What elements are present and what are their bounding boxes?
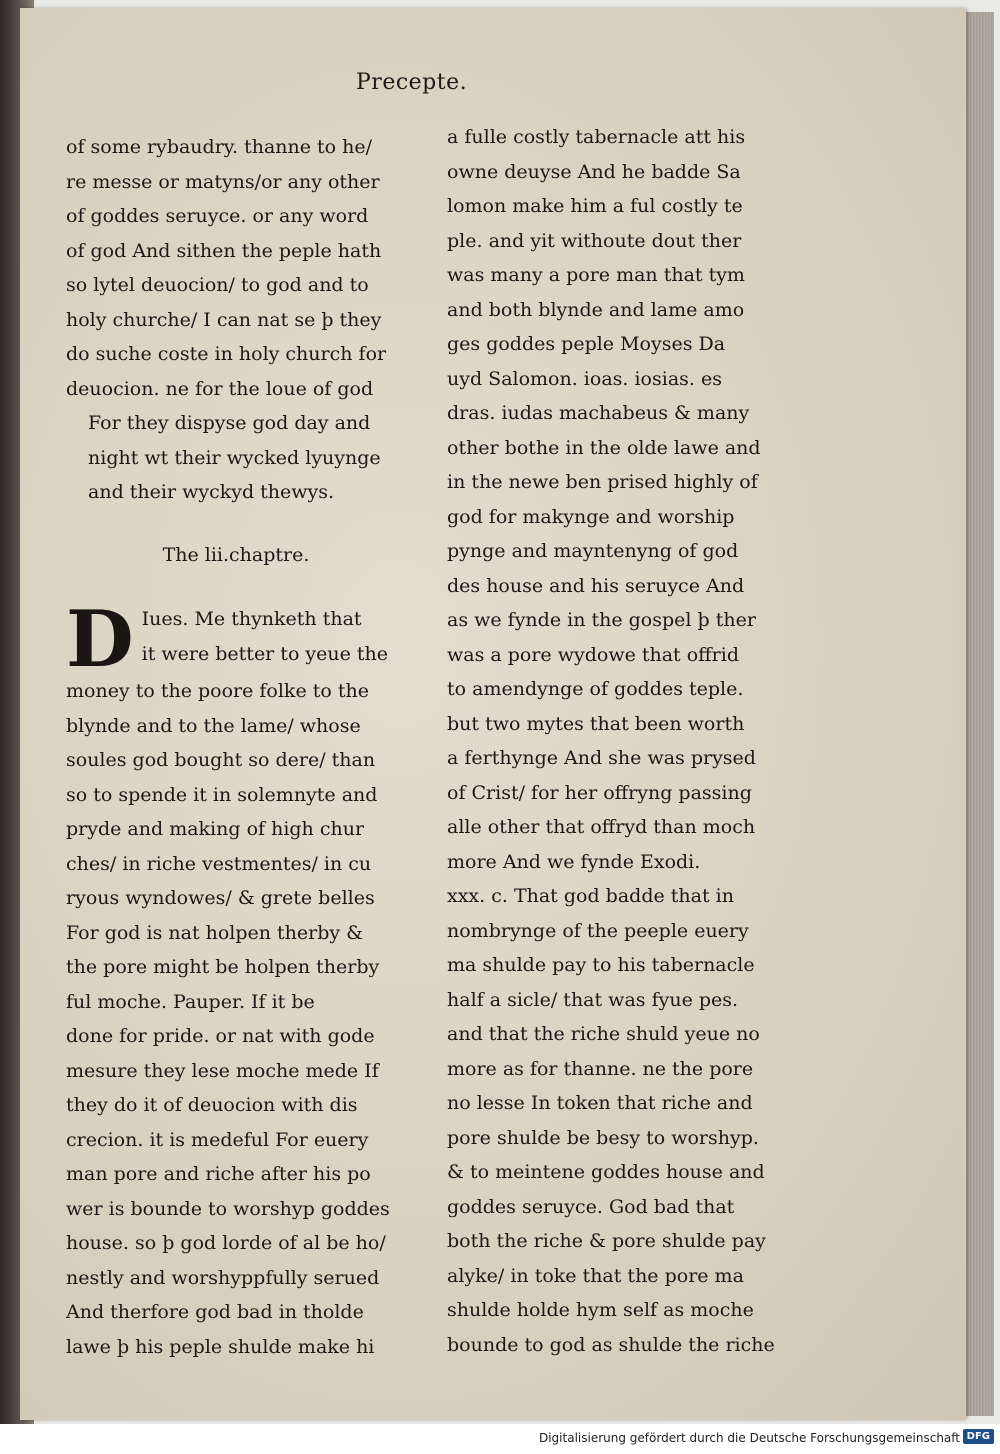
text-line: was many a pore man that tym: [447, 264, 745, 286]
text-line: to amendynge of goddes teple.: [447, 678, 744, 700]
text-line: more And we fynde Exodi.: [447, 850, 701, 873]
text-line: alle other that offryd than moch: [447, 816, 756, 838]
text-line: shulde holde hym self as moche: [447, 1299, 754, 1321]
text-line: of goddes seruyce. or any word: [66, 205, 369, 227]
text-line: of some rybaudry. thanne to he/: [66, 136, 373, 158]
text-line: xxx. c. That god badde that in: [447, 885, 734, 907]
text-line: ges goddes peple Moyses Da: [447, 333, 726, 355]
text-line: re messe or matyns/or any other: [66, 170, 380, 193]
text-line: pore shulde be besy to worshyp.: [447, 1126, 759, 1149]
text-line: both the riche & pore shulde pay: [447, 1230, 766, 1252]
text-line: other bothe in the olde lawe and: [447, 436, 761, 459]
text-line: For god is nat holpen therby &: [66, 921, 364, 944]
text-line: des house and his seruyce And: [447, 574, 745, 597]
text-line: as we fynde in the gospel þ ther: [447, 609, 756, 631]
running-header: Precepte.: [356, 70, 468, 95]
text-line: soules god bought so dere/ than: [66, 749, 376, 771]
drop-capital: D: [66, 594, 134, 685]
text-line: pynge and mayntenyng of god: [447, 540, 739, 562]
text-line: nestly and worshyppfully serued: [66, 1266, 380, 1289]
text-line: of Crist/ for her offryng passing: [447, 781, 752, 804]
text-line: deuocion. ne for the loue of god: [66, 377, 374, 400]
text-line: ple. and yit withoute dout ther: [447, 229, 742, 252]
text-line: uyd Salomon. ioas. iosias. es: [447, 367, 722, 390]
left-text-column: [66, 130, 406, 1364]
text-line: lomon make him a ful costly te: [447, 195, 743, 217]
text-line: night wt their wycked lyuynge: [88, 446, 381, 469]
text-line: so to spende it in solemnyte and: [66, 783, 378, 806]
right-body-lines: [447, 120, 797, 1362]
text-line: and their wyckyd thewys.: [88, 481, 335, 503]
text-line: wer is bounde to worshyp goddes: [66, 1197, 390, 1220]
chapter-heading: The lii.chaptre.: [162, 543, 310, 566]
text-line: & to meintene goddes house and: [447, 1161, 765, 1183]
text-line: and both blynde and lame amo: [447, 298, 745, 321]
text-line: And therfore god bad in tholde: [66, 1301, 364, 1323]
text-line: was a pore wydowe that offrid: [447, 643, 739, 666]
text-line: in the newe ben prised highly of: [447, 471, 758, 493]
dfg-logo: DFG: [963, 1429, 994, 1444]
text-line: pryde and making of high chur: [66, 818, 365, 840]
footer-credit: Digitalisierung gefördert durch die Deutsche Forschungsgemeinschaft: [538, 1431, 960, 1445]
text-line: man pore and riche after his po: [66, 1163, 371, 1185]
left-top-lines: [66, 130, 406, 406]
left-paragraph-lines: [66, 406, 406, 510]
text-line: do suche coste in holy church for: [66, 343, 387, 365]
text-line: nombrynge of the peeple euery: [447, 919, 749, 942]
text-line: house. so þ god lorde of al be ho/: [66, 1232, 386, 1254]
text-line: a ferthynge And she was prysed: [447, 747, 756, 769]
text-line: it were better to yeue the: [141, 642, 389, 665]
text-line: and that the riche shuld yeue no: [447, 1023, 760, 1045]
text-line: For they dispyse god day and: [88, 412, 371, 434]
text-line: blynde and to the lame/ whose: [66, 714, 361, 737]
text-line: goddes seruyce. God bad that: [447, 1195, 735, 1218]
text-line: Iues. Me thynketh that: [141, 608, 362, 630]
left-body-lines: [66, 674, 406, 1364]
text-line: alyke/ in toke that the pore ma: [447, 1264, 744, 1287]
text-line: no lesse In token that riche and: [447, 1092, 753, 1114]
digitization-footer: [0, 1424, 1000, 1454]
text-line: money to the poore folke to the: [66, 680, 369, 702]
text-line: owne deuyse And he badde Sa: [447, 160, 741, 183]
text-line: ful moche. Pauper. If it be: [66, 990, 315, 1013]
text-line: but two mytes that been worth: [447, 712, 745, 735]
text-line: god for makynge and worship: [447, 505, 735, 528]
text-line: bounde to god as shulde the riche: [447, 1333, 775, 1356]
text-line: ches/ in riche vestmentes/ in cu: [66, 852, 372, 875]
text-line: ryous wyndowes/ & grete belles: [66, 887, 375, 909]
text-line: more as for thanne. ne the pore: [447, 1057, 754, 1080]
right-text-column: [447, 120, 797, 1362]
text-line: holy churche/ I can nat se þ they: [66, 308, 382, 331]
text-line: crecion. it is medeful For euery: [66, 1128, 369, 1151]
text-line: a fulle costly tabernacle att his: [447, 126, 746, 148]
text-line: ma shulde pay to his tabernacle: [447, 954, 755, 976]
text-line: done for pride. or nat with gode: [66, 1025, 375, 1047]
text-line: half a sicle/ that was fyue pes.: [447, 988, 739, 1011]
text-line: lawe þ his peple shulde make hi: [66, 1335, 375, 1358]
text-line: of god And sithen the peple hath: [66, 239, 382, 262]
text-line: they do it of deuocion with dis: [66, 1094, 358, 1116]
dropcap-block: [66, 594, 406, 685]
text-line: dras. iudas machabeus & many: [447, 402, 750, 424]
text-line: mesure they lese moche mede If: [66, 1059, 379, 1082]
page-fore-edge: [964, 12, 994, 1416]
text-line: the pore might be holpen therby: [66, 956, 380, 978]
text-line: so lytel deuocion/ to god and to: [66, 274, 369, 296]
